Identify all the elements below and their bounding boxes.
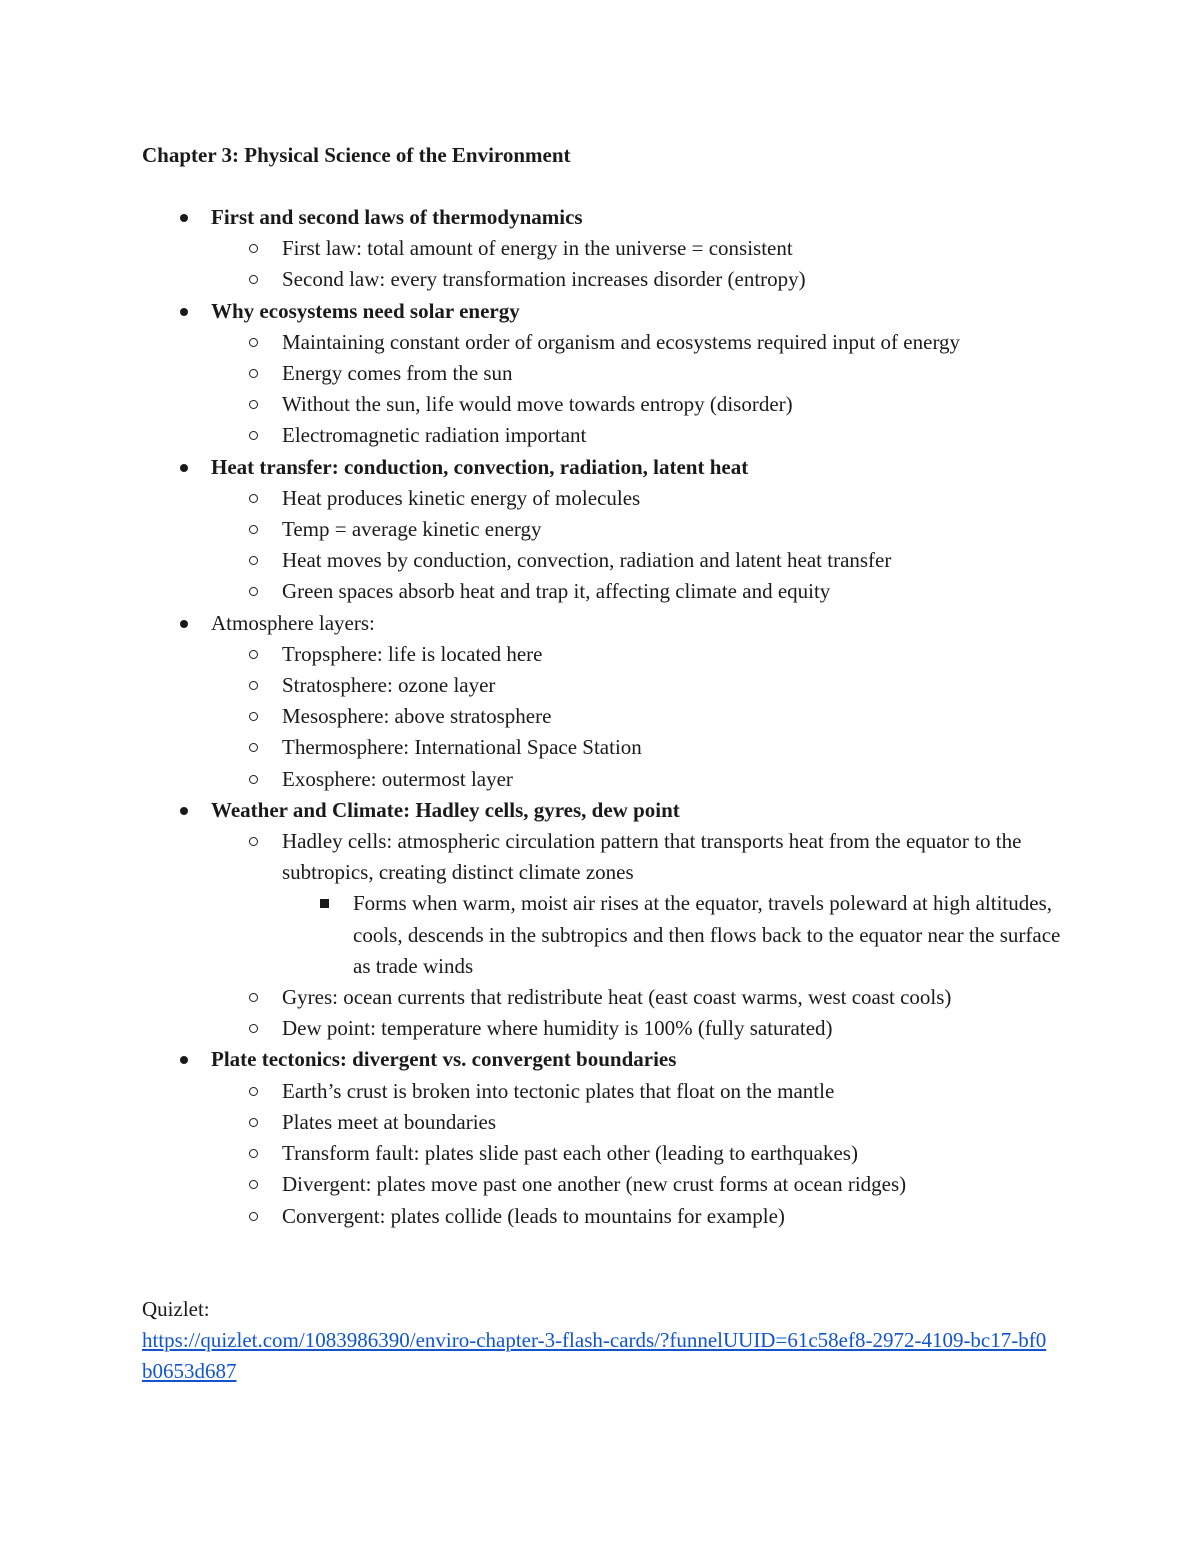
quizlet-section bbox=[142, 1294, 1062, 1388]
list-item bbox=[211, 389, 1062, 420]
list-item-text: Energy comes from the sun bbox=[282, 361, 513, 386]
section-items bbox=[211, 826, 1062, 1044]
list-item-text: Green spaces absorb heat and trap it, affecting climate and equity bbox=[282, 579, 831, 604]
outline-section bbox=[142, 296, 1062, 452]
list-item bbox=[211, 264, 1062, 295]
spacer bbox=[142, 1232, 1062, 1263]
section-items bbox=[211, 483, 1062, 608]
section-items bbox=[211, 1076, 1062, 1232]
list-item bbox=[211, 701, 1062, 732]
list-item bbox=[211, 639, 1062, 670]
list-item bbox=[211, 1201, 1062, 1232]
outline-section bbox=[142, 795, 1062, 1045]
list-item-text: Mesosphere: above stratosphere bbox=[282, 704, 552, 729]
list-item-text: Heat moves by conduction, convection, radiation and latent heat transfer bbox=[282, 548, 892, 573]
list-item bbox=[211, 233, 1062, 264]
quizlet-link[interactable]: https://quizlet.com/1083986390/enviro-chapter-3-flash-cards/?funnelUUID=61c58ef8-2972-4109-bc17-bf0b0653d687 bbox=[142, 1327, 1047, 1384]
list-item-text: Earth’s crust is broken into tectonic plates that float on the mantle bbox=[282, 1078, 835, 1103]
list-item bbox=[211, 514, 1062, 545]
list-item bbox=[211, 576, 1062, 607]
list-item bbox=[211, 483, 1062, 514]
sub-list-item: Forms when warm, moist air rises at the equator, travels poleward at high altitudes, cools, descends in the subtropics and then flows back to the equator near the surface as trade winds bbox=[282, 888, 1062, 982]
list-item-text: Thermosphere: International Space Station bbox=[282, 735, 642, 760]
list-item bbox=[211, 1076, 1062, 1107]
list-item bbox=[211, 826, 1062, 982]
list-item bbox=[211, 420, 1062, 451]
list-item bbox=[211, 732, 1062, 763]
document-page bbox=[142, 140, 1062, 1387]
list-item bbox=[211, 764, 1062, 795]
list-item bbox=[211, 1138, 1062, 1169]
list-item bbox=[211, 1107, 1062, 1138]
list-item-text: Divergent: plates move past one another (new crust forms at ocean ridges) bbox=[282, 1172, 907, 1197]
list-item-text: Maintaining constant order of organism and ecosystems required input of energy bbox=[282, 329, 961, 354]
quizlet-label: Quizlet: bbox=[142, 1296, 210, 1321]
spacer bbox=[142, 171, 1062, 202]
list-item-text: Transform fault: plates slide past each other (leading to earthquakes) bbox=[282, 1141, 858, 1166]
outline-section bbox=[142, 452, 1062, 608]
section-heading: Weather and Climate: Hadley cells, gyres, dew point bbox=[211, 797, 680, 822]
list-item-text: Convergent: plates collide (leads to mountains for example) bbox=[282, 1203, 785, 1228]
list-item bbox=[211, 1169, 1062, 1200]
list-item-text: Plates meet at boundaries bbox=[282, 1109, 497, 1134]
section-items bbox=[211, 639, 1062, 795]
outline-section bbox=[142, 608, 1062, 795]
document-title: Chapter 3: Physical Science of the Environment bbox=[142, 143, 571, 167]
list-item bbox=[211, 358, 1062, 389]
section-heading: Plate tectonics: divergent vs. convergent boundaries bbox=[211, 1047, 677, 1072]
list-item-text: Heat produces kinetic energy of molecules bbox=[282, 485, 641, 510]
sub-items bbox=[282, 888, 1062, 982]
section-heading: Why ecosystems need solar energy bbox=[211, 298, 520, 323]
list-item-text: Gyres: ocean currents that redistribute heat (east coast warms, west coast cools) bbox=[282, 985, 952, 1010]
list-item-text: Temp = average kinetic energy bbox=[282, 517, 542, 542]
list-item-text: Dew point: temperature where humidity is 100% (fully saturated) bbox=[282, 1016, 833, 1041]
section-heading: First and second laws of thermodynamics bbox=[211, 205, 583, 229]
section-heading: Atmosphere layers: bbox=[211, 610, 375, 635]
list-item bbox=[211, 670, 1062, 701]
outline-list bbox=[142, 202, 1062, 1232]
list-item bbox=[211, 1013, 1062, 1044]
list-item-text: Second law: every transformation increases disorder (entropy) bbox=[282, 267, 806, 292]
list-item bbox=[211, 327, 1062, 358]
list-item-text: Tropsphere: life is located here bbox=[282, 641, 543, 666]
list-item-text: Exosphere: outermost layer bbox=[282, 766, 513, 791]
list-item bbox=[211, 982, 1062, 1013]
outline-section bbox=[142, 1044, 1062, 1231]
list-item-text: First law: total amount of energy in the universe = consistent bbox=[282, 236, 793, 261]
list-item-text: Electromagnetic radiation important bbox=[282, 423, 587, 448]
list-item-text: Stratosphere: ozone layer bbox=[282, 673, 496, 698]
section-heading: Heat transfer: conduction, convection, radiation, latent heat bbox=[211, 454, 749, 479]
list-item-text: Hadley cells: atmospheric circulation pattern that transports heat from the equator to the subtropics, creating distinct climate zones bbox=[282, 829, 1022, 885]
list-item bbox=[211, 545, 1062, 576]
section-items bbox=[211, 233, 1062, 295]
section-items bbox=[211, 327, 1062, 452]
outline-section bbox=[142, 202, 1062, 296]
list-item-text: Without the sun, life would move towards entropy (disorder) bbox=[282, 392, 793, 417]
